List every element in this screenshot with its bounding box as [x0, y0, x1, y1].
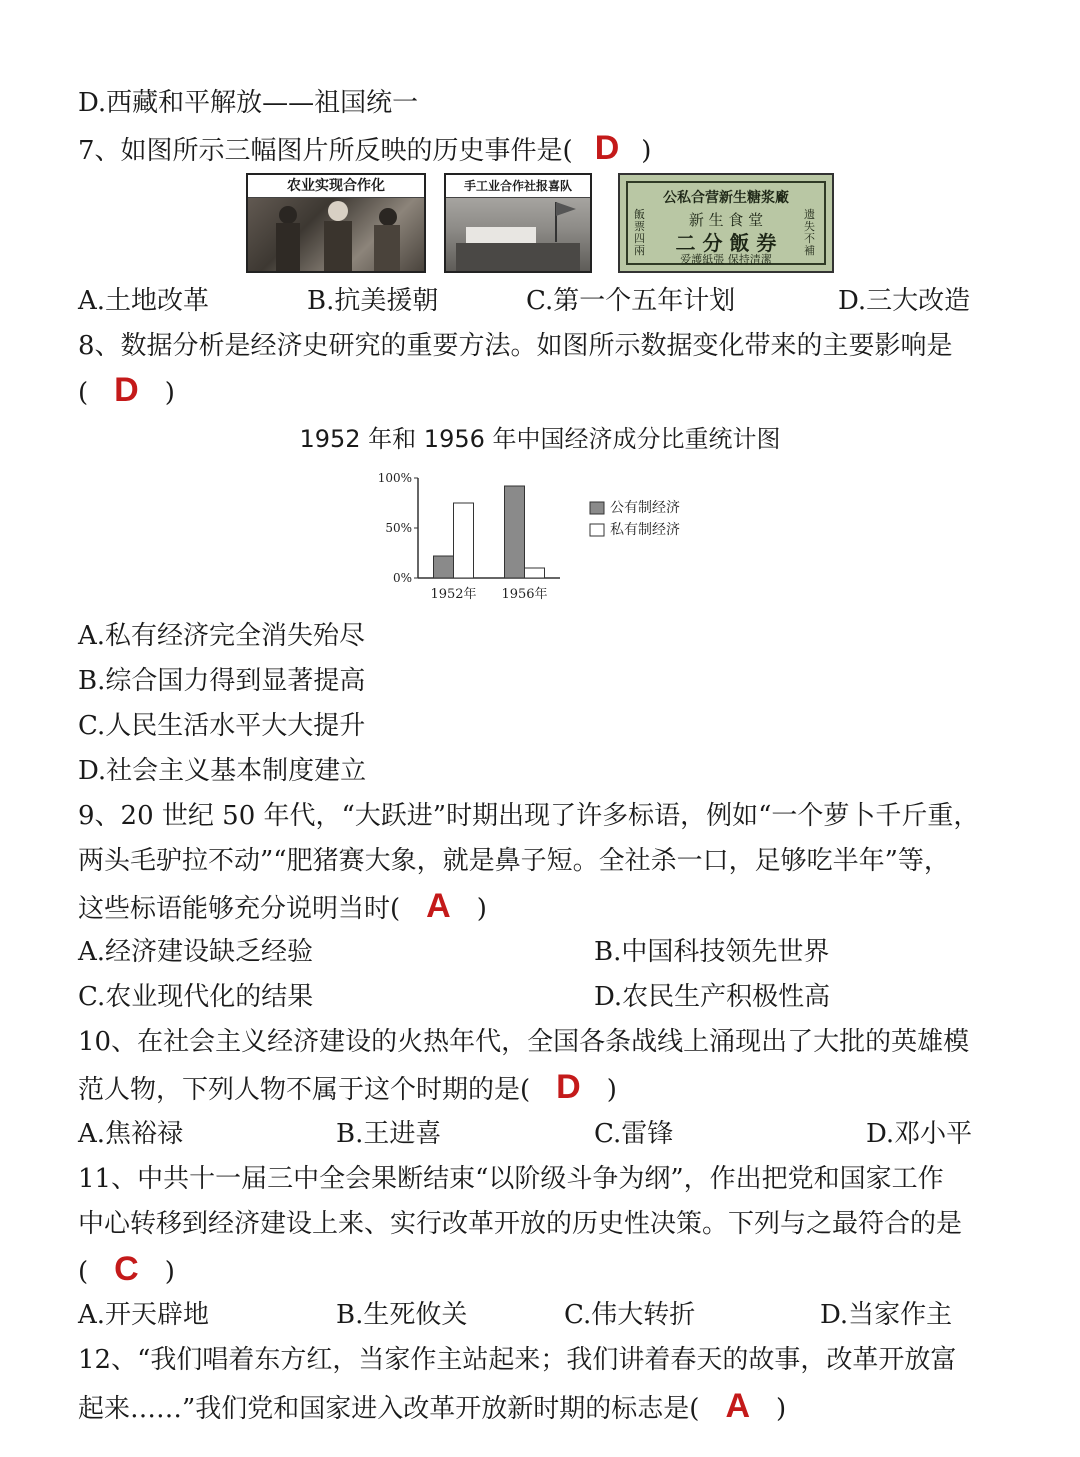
q9-paren-close: ): [476, 894, 487, 924]
q7-photo-handicraft: [444, 173, 592, 273]
q7-stem-text: 7、如图所示三幅图片所反映的历史事件是(: [78, 136, 573, 166]
q8-paren-close: ): [164, 378, 175, 408]
q11-line3: [78, 1252, 175, 1289]
q11-paren-close: ): [164, 1257, 175, 1287]
q7-option-c: C.第一个五年计划: [526, 286, 736, 316]
q8-stem-line2: [78, 373, 175, 410]
q8-answer: D: [114, 371, 139, 409]
q10-option-c: C.雷锋: [594, 1119, 674, 1149]
ticket-right-text: 遗失不補: [804, 208, 815, 257]
y-tick-label: 0%: [392, 571, 412, 585]
q12-line2: [78, 1389, 786, 1426]
q7-paren-close: ): [641, 136, 652, 166]
q7-option-a: A.土地改革: [78, 286, 210, 316]
q9-answer: A: [426, 887, 451, 925]
q12-answer: A: [725, 1387, 750, 1425]
q10-line2: [78, 1070, 617, 1107]
q12-paren-close: ): [776, 1394, 787, 1424]
q8-option-a: A.私有经济完全消失殆尽: [78, 621, 366, 651]
q9-line3-text: 这些标语能够充分说明当时(: [78, 894, 401, 924]
q7-option-b: B.抗美援朝: [307, 286, 439, 316]
q9-option-d: D.农民生产积极性高: [594, 982, 831, 1012]
q8-paren-open: (: [78, 378, 89, 408]
q11-option-b: B.生死攸关: [336, 1300, 468, 1330]
x-category-label: 1956年: [501, 587, 548, 602]
q7-photo-agriculture: [246, 173, 426, 273]
parade-icon: [446, 197, 590, 273]
q7-answer: D: [594, 129, 620, 167]
q6-option-d: D.西藏和平解放——祖国统一: [78, 88, 419, 118]
q9-option-a: A.经济建设缺乏经验: [78, 937, 314, 967]
q8-option-d: D.社会主义基本制度建立: [78, 756, 367, 786]
q11-line1: 11、中共十一届三中全会果断结束“以阶级斗争为纲”，作出把党和国家工作: [78, 1164, 944, 1194]
q9-line1: 9、20 世纪 50 年代，“大跃进”时期出现了许多标语，例如“一个萝卜千斤重，: [78, 801, 980, 831]
q8-option-c: C.人民生活水平大大提升: [78, 711, 366, 741]
ticket-header: 公私合营新生糖浆廠: [663, 190, 789, 206]
q9-option-b: B.中国科技领先世界: [594, 937, 830, 967]
q10-line2-text: 范人物，下列人物不属于这个时期的是(: [78, 1075, 531, 1105]
legend-swatch: [590, 524, 604, 536]
q11-option-c: C.伟大转折: [564, 1300, 696, 1330]
economy-bar-chart: [360, 462, 720, 612]
q11-line2: 中心转移到经济建设上来、实行改革开放的历史性决策。下列与之最符合的是: [78, 1209, 963, 1239]
legend-label: 私有制经济: [610, 522, 680, 538]
people-figures-icon: [248, 197, 424, 273]
q7-option-d: D.三大改造: [838, 286, 971, 316]
bar: [505, 486, 525, 578]
q11-option-d: D.当家作主: [820, 1300, 953, 1330]
q10-line1: 10、在社会主义经济建设的火热年代，全国各条战线上涌现出了大批的英雄模: [78, 1027, 970, 1057]
q7-photo-agriculture-caption: 农业实现合作化: [248, 175, 424, 198]
q7-photo-handicraft-caption: 手工业合作社报喜队: [446, 175, 590, 198]
bar: [434, 556, 454, 578]
q10-paren-close: ): [606, 1075, 617, 1105]
ticket-line2: 二 分 飯 券: [675, 231, 777, 255]
q10-option-d: D.邓小平: [866, 1119, 973, 1149]
q7-meal-ticket: [618, 173, 834, 273]
q8-option-b: B.综合国力得到显著提高: [78, 666, 366, 696]
q10-option-a: A.焦裕禄: [78, 1119, 184, 1149]
ticket-line3: 爱護紙張 保持清潔: [680, 253, 772, 266]
ticket-line1: 新 生 食 堂: [688, 211, 764, 229]
x-category-label: 1952年: [430, 587, 477, 602]
q10-option-b: B.王进喜: [336, 1119, 442, 1149]
bar: [525, 568, 545, 578]
bar: [454, 503, 474, 578]
q11-paren-open: (: [78, 1257, 89, 1287]
legend-swatch: [590, 502, 604, 514]
q8-stem-line1: 8、数据分析是经济史研究的重要方法。如图所示数据变化带来的主要影响是: [78, 331, 953, 361]
q9-line3: [78, 889, 487, 926]
q11-option-a: A.开天辟地: [78, 1300, 210, 1330]
ticket-left-text: 飯票 四兩: [634, 208, 645, 257]
q10-answer: D: [556, 1068, 581, 1106]
legend-label: 公有制经济: [610, 500, 680, 516]
q12-line2-text: 起来……”我们党和国家进入改革开放新时期的标志是(: [78, 1394, 700, 1424]
y-tick-label: 50%: [385, 521, 412, 535]
q9-line2: 两头毛驴拉不动”“肥猪赛大象，就是鼻子短。全社杀一口，足够吃半年”等，: [78, 846, 950, 876]
q11-answer: C: [114, 1250, 139, 1288]
y-tick-label: 100%: [377, 471, 412, 485]
q7-stem: [78, 131, 651, 168]
q9-option-c: C.农业现代化的结果: [78, 982, 314, 1012]
chart-title: 1952 年和 1956 年中国经济成分比重统计图: [299, 425, 781, 453]
q12-line1: 12、“我们唱着东方红，当家作主站起来；我们讲着春天的故事，改革开放富: [78, 1345, 957, 1375]
